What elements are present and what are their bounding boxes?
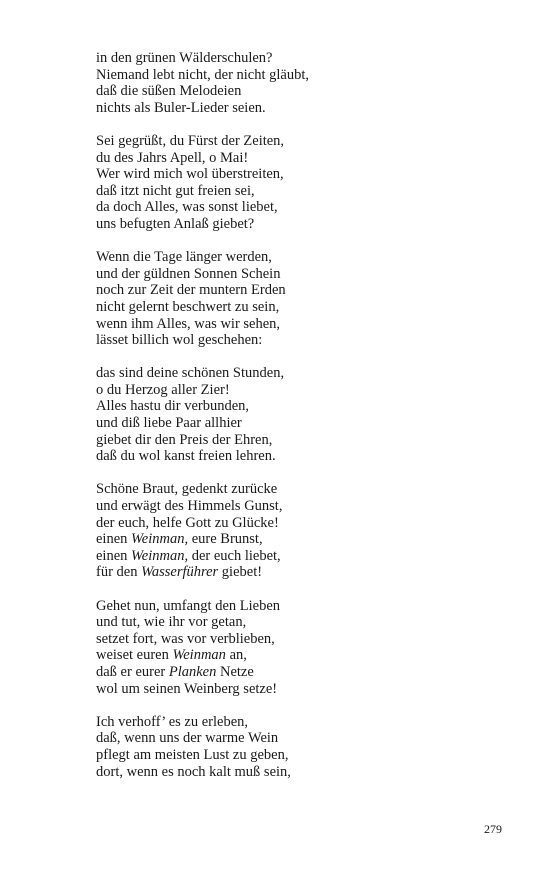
poem-line <box>96 432 496 449</box>
line-text: einen <box>96 531 132 548</box>
line-text: du des Jahrs Apell, o Mai! <box>96 149 249 166</box>
stanza <box>96 714 496 780</box>
poem-line <box>96 282 496 299</box>
page-number: 279 <box>484 822 502 836</box>
line-text: in den grünen Wälderschulen? <box>96 50 273 66</box>
poem-line <box>96 365 496 382</box>
line-text: eure Brunst, <box>188 531 263 548</box>
poem-line <box>96 681 496 698</box>
italic-name: Planken <box>168 663 217 680</box>
poem-line <box>96 448 496 465</box>
stanza <box>96 133 496 233</box>
poem-line <box>96 531 496 548</box>
stanza <box>96 249 496 349</box>
line-text: und der güldnen Sonnen Schein <box>96 265 281 282</box>
line-text: einen <box>96 547 132 564</box>
poem-line <box>96 598 496 615</box>
line-text: und erwägt des Himmels Gunst, <box>96 498 283 515</box>
stanza <box>96 50 496 116</box>
line-text: pflegt am meisten Lust zu geben, <box>96 746 289 763</box>
line-text: und tut, wie ihr vor getan, <box>96 614 247 631</box>
poem-line <box>96 67 496 84</box>
poem-line <box>96 747 496 764</box>
line-text: wol um seinen Weinberg setze! <box>96 680 278 697</box>
line-text: das sind deine schönen Stunden, <box>96 365 285 382</box>
line-text: noch zur Zeit der muntern Erden <box>96 282 286 299</box>
poem-line <box>96 382 496 399</box>
line-text: für den <box>96 564 142 581</box>
line-text: uns befugten Anlaß giebet? <box>96 215 255 232</box>
poem-line <box>96 332 496 349</box>
poem-line <box>96 564 496 581</box>
poem-line <box>96 150 496 167</box>
line-text: nicht gelernt beschwert zu sein, <box>96 298 280 315</box>
italic-name: Wasserführer <box>141 564 219 581</box>
line-text: daß du wol kanst freien lehren. <box>96 448 276 465</box>
poem-line <box>96 481 496 498</box>
line-text: da doch Alles, was sonst liebet, <box>96 199 278 216</box>
poem-line <box>96 100 496 117</box>
poem-text <box>96 50 496 797</box>
poem-line <box>96 83 496 100</box>
poem-line <box>96 764 496 781</box>
line-text: daß, wenn uns der warme Wein <box>96 730 279 747</box>
poem-line <box>96 714 496 731</box>
poem-line <box>96 664 496 681</box>
line-text: wenn ihm Alles, was wir sehen, <box>96 315 281 332</box>
poem-line <box>96 398 496 415</box>
stanza <box>96 598 496 698</box>
poem-line <box>96 266 496 283</box>
line-text: Sei gegrüßt, du Fürst der Zeiten, <box>96 132 285 149</box>
line-text: Gehet nun, umfangt den Lieben <box>96 597 281 614</box>
line-text: der euch, helfe Gott zu Glücke! <box>96 514 279 531</box>
poem-line <box>96 316 496 333</box>
line-text: nichts als Buler-Lieder seien. <box>96 99 266 116</box>
italic-name: Weinman, <box>131 547 189 564</box>
poem-line <box>96 647 496 664</box>
poem-line <box>96 614 496 631</box>
poem-line <box>96 183 496 200</box>
poem-line <box>96 415 496 432</box>
line-text: und diß liebe Paar allhier <box>96 415 242 432</box>
line-text: giebet dir den Preis der Ehren, <box>96 431 273 448</box>
italic-name: Weinman <box>172 647 226 664</box>
poem-line <box>96 166 496 183</box>
line-text: Niemand lebt nicht, der nicht gläubt, <box>96 66 310 83</box>
line-text: daß er eurer <box>96 663 169 680</box>
line-text: daß die süßen Melodeien <box>96 83 242 100</box>
poem-line <box>96 548 496 565</box>
poem-line <box>96 515 496 532</box>
line-text: der euch liebet, <box>188 547 281 564</box>
line-text: an, <box>225 647 247 664</box>
poem-line <box>96 133 496 150</box>
line-text: setzet fort, was vor verblieben, <box>96 630 275 647</box>
poem-line <box>96 249 496 266</box>
stanza <box>96 365 496 465</box>
poem-line <box>96 498 496 515</box>
poem-line <box>96 299 496 316</box>
poem-line <box>96 216 496 233</box>
line-text: Schöne Braut, gedenkt zurücke <box>96 481 278 498</box>
poem-line <box>96 50 496 67</box>
line-text: daß itzt nicht gut freien sei, <box>96 182 255 199</box>
italic-name: Weinman, <box>131 531 189 548</box>
poem-line <box>96 730 496 747</box>
line-text: lässet billich wol geschehen: <box>96 332 263 349</box>
line-text: weiset euren <box>96 647 173 664</box>
line-text: dort, wenn es noch kalt muß sein, <box>96 763 291 780</box>
line-text: Ich verhoff’ es zu erleben, <box>96 713 249 730</box>
line-text: o du Herzog aller Zier! <box>96 381 230 398</box>
poem-line <box>96 631 496 648</box>
line-text: Wer wird mich wol überstreiten, <box>96 166 284 183</box>
stanza <box>96 481 496 581</box>
poem-line <box>96 199 496 216</box>
line-text: Netze <box>216 663 254 680</box>
line-text: Alles hastu dir verbunden, <box>96 398 250 415</box>
line-text: Wenn die Tage länger werden, <box>96 249 272 266</box>
line-text: giebet! <box>218 564 263 581</box>
